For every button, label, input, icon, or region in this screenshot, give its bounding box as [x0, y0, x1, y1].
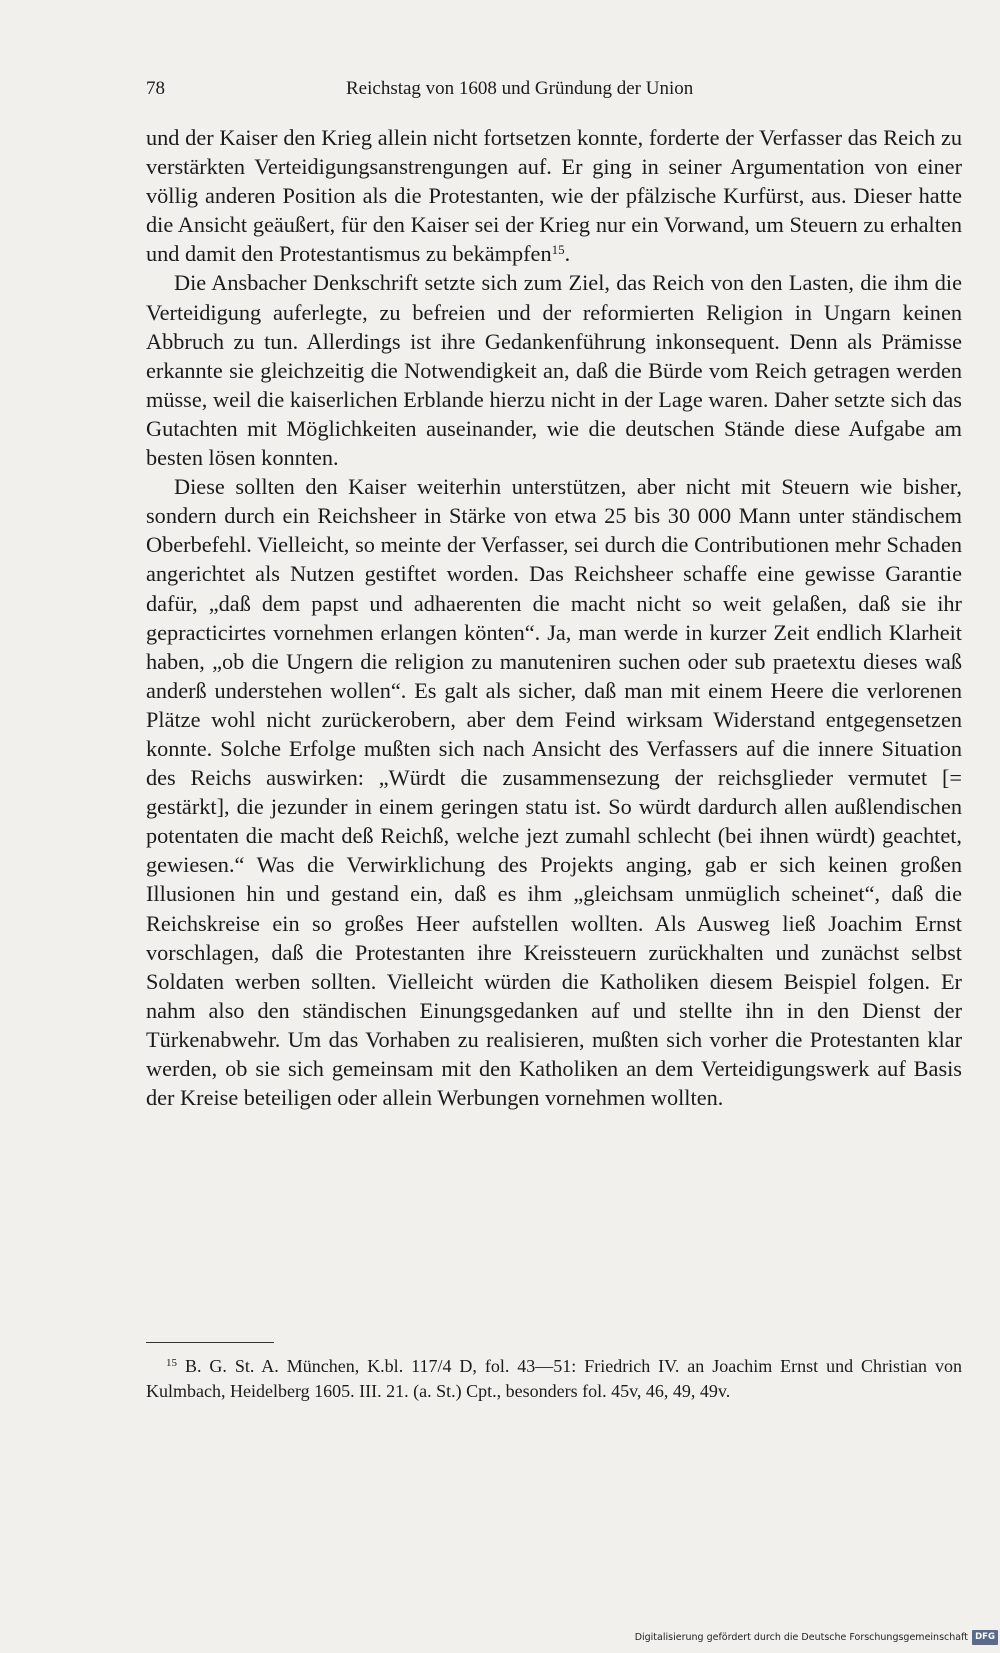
footnote-marker: 15: [166, 1357, 177, 1369]
paragraph-1-end: .: [564, 241, 571, 267]
paragraph-3: Diese sollten den Kaiser weiterhin unterstützen, aber nicht mit Steuern wie bisher, sondern durch ein Reichsheer in Stärke von etwa 25 bis 30 000 Mann unter ständischem Oberbefehl. Vielleicht, so meinte der Verfasser, sei durch die Contributionen mehr Schaden angerichtet als Nutzen gestiftet worden. Das Reichsheer schaffe eine gewisse Garantie dafür, „daß dem papst und adhaerenten die macht nicht so weit gelaßen, daß sie ihr gepracticirtes vornehmen erlangen könten“. Ja, man werde in kurzer Zeit endlich Klarheit haben, „ob die Ungern die religion zu manuteniren suchen oder sub praetextu dieses waß anderß understehen wollen“. Es galt als sicher, daß man mit einem Heere die verlorenen Plätze wohl nicht zurückerobern, aber dem Feind wirksam Widerstand entgegensetzen konnte. Solche Erfolge mußten sich nach Ansicht des Verfassers auf die innere Situation des Reichs auswirken: „Würdt die zusammensezung der reichsglieder vermutet [= gestärkt], die jezunder in einem geringen statu ist. So würdt dardurch allen außlendischen potentaten die macht deß Reichß, welche jezt zumahl schlecht (bei ihnen würdt) geachtet, gewiesen.“ Was die Verwirklichung des Projekts anging, gab er sich keinen großen Illusionen hin und gestand ein, daß es ihm „gleichsam unmüglich scheinet“, daß die Reichskreise ein so großes Heer aufstellen wollten. Als Ausweg ließ Joachim Ernst vorschlagen, daß die Protestanten ihre Kreissteuern zurückhalten und zunächst selbst Soldaten werben sollten. Vielleicht würden die Katholiken diesem Beispiel folgen. Er nahm also den ständischen Einungsgedanken auf und stellte ihn in den Dienst der Türkenabwehr. Um das Vorhaben zu realisieren, mußten sich vorher die Protestanten klar werden, ob sie sich gemeinsam mit den Katholiken an dem Verteidigungswerk auf Basis der Kreise beteiligen oder allein Werbungen vornehmen wollten.: [146, 474, 962, 1111]
page-header: [146, 78, 762, 104]
dfg-logo: DFG: [972, 1630, 998, 1645]
footnote-15: [146, 1354, 962, 1403]
footnote-reference: 15: [551, 242, 565, 258]
paragraph-1: [146, 123, 962, 268]
page-number: 78: [146, 78, 165, 99]
body-text: [146, 123, 962, 1112]
paragraph-2: Die Ansbacher Denkschrift setzte sich zum Ziel, das Reich von den Lasten, die ihm die Verteidigung auferlegte, zu befreien und der reformierten Religion in Ungarn keinen Abbruch zu tun. Allerdings ist ihre Gedankenführung inkonsequent. Denn als Prämisse erkannte sie gleichzeitig die Notwendigkeit an, daß die Bürde vom Reich getragen werden müsse, weil die kaiserlichen Erblande hierzu nicht in der Lage waren. Daher setzte sich das Gutachten mit Möglichkeiten auseinander, wie die deutschen Stände diese Aufgabe am besten lösen konnten.: [146, 270, 962, 471]
paragraph-1-text: und der Kaiser den Krieg allein nicht fortsetzen konnte, forderte der Verfasser das Reich zu verstärkten Verteidigungsanstrengungen auf. Er ging in seiner Argumentation von einer völlig anderen Position als die Protestanten, wie der pfälzische Kurfürst, aus. Dieser hatte die Ansicht geäußert, für den Kaiser sei der Krieg nur ein Vorwand, um Steuern zu erhalten und damit den Protestantismus zu bekämpfen: [146, 125, 962, 267]
running-head: Reichstag von 1608 und Gründung der Union: [346, 78, 694, 99]
footnote-divider: [146, 1342, 274, 1343]
footnotes: [146, 1354, 962, 1403]
digitization-note: Digitalisierung gefördert durch die Deutsche Forschungsgemeinschaft: [634, 1632, 968, 1643]
footnote-text: B. G. St. A. München, K.bl. 117/4 D, fol. 43—51: Friedrich IV. an Joachim Ernst und Christian von Kulmbach, Heidelberg 1605. III. 21. (a. St.) Cpt., besonders fol. 45v, 46, 49, 49v.: [146, 1356, 962, 1401]
